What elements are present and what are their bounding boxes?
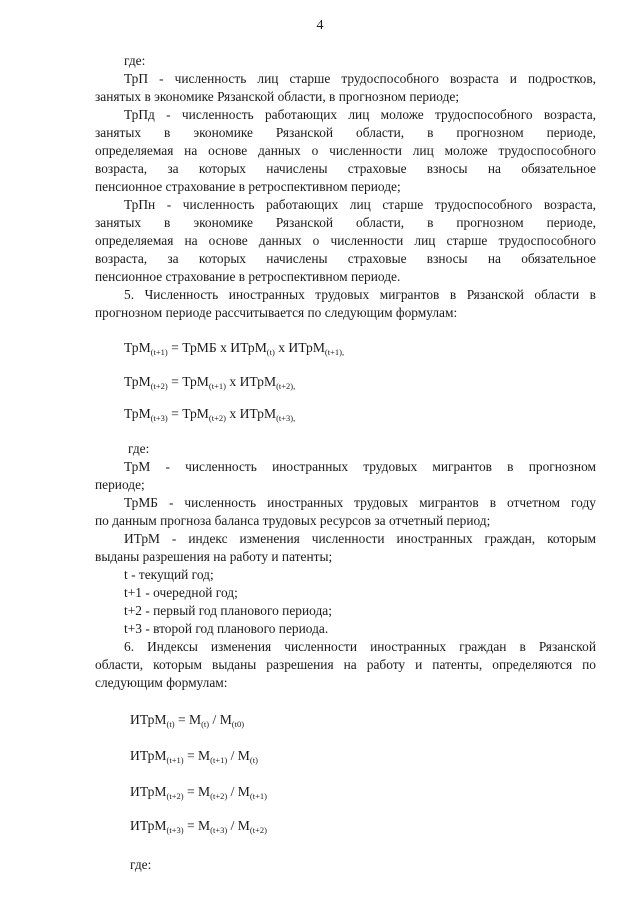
page-number: 4 [316, 18, 324, 33]
def-trpn-line-1: ТрПн - численность работающих лиц старше трудоспособного возраста, [124, 197, 596, 212]
section6-line-1: 6. Индексы изменения численности иностранных граждан в Рязанской [124, 639, 596, 654]
def-trpd-line-2: занятых в экономике Рязанской области, в прогнозном периоде, [95, 125, 596, 140]
def-trpd-line-3: определяемая на основе данных о численности лиц моложе трудоспособного [95, 143, 596, 158]
where-label-3: где: [130, 857, 152, 872]
def-trpn-line-5: пенсионное страхование в ретроспективном периоде. [95, 269, 401, 284]
formula-trm-t2: ТрМ$_{(t+2)}$ = ТрМ$_{(t+1)}$ х ИТрМ$_{(t+2),}$ [124, 374, 296, 391]
where-label: где: [124, 53, 146, 68]
def-trpn-line-2: занятых в экономике Рязанской области, в прогнозном периоде, [95, 215, 596, 230]
section6-line-2: области, которым выданы разрешения на работу и патенты, определяются по [95, 657, 596, 672]
def-trm-line-2: периоде; [95, 477, 145, 492]
formula-trm-t1: ТрМ$_{(t+1)}$ = ТрМБ х ИТрМ$_{(t)}$ х ИТрМ$_{(t+1),}$ [124, 340, 345, 357]
def-trpd-line-1: ТрПд - численность работающих лиц моложе трудоспособного возраста, [124, 107, 596, 122]
def-trp-line-2: занятых в экономике Рязанской области, в прогнозном периоде; [95, 89, 460, 104]
formula-itrm-t1: ИТрМ$_{(t+1)}$ = $М_{(t+1)} / М_{(t)}$ [130, 748, 258, 765]
section6-line-3: следующим формулам: [95, 675, 228, 690]
def-t: t - текущий год; [124, 567, 214, 582]
def-trm-line-1: ТрМ - численность иностранных трудовых мигрантов в прогнозном [124, 459, 596, 474]
where-label-2: где: [128, 441, 150, 456]
formula-itrm-t3: ИТрМ$_{(t+3)}$ = $М_{(t+3)} / М_{(t+2)}$ [130, 818, 267, 835]
formula-itrm-t: ИТрМ$_{(t)}$ = $М_{(t)} / М_{(t0)}$ [130, 712, 245, 729]
def-trpn-line-4: возраста, за которых начислены страховые взносы на обязательное [95, 251, 596, 266]
def-trpd-line-5: пенсионное страхование в ретроспективном периоде; [95, 179, 401, 194]
formula-trm-t3: ТрМ$_{(t+3)}$ = ТрМ$_{(t+2)}$ х ИТрМ$_{(t+3),}$ [124, 406, 296, 423]
def-trpn-line-3: определяемая на основе данных о численности лиц старше трудоспособного [95, 233, 596, 248]
def-trmb-line-1: ТрМБ - численность иностранных трудовых мигрантов в отчетном году [124, 495, 596, 510]
def-t2: t+2 - первый год планового периода; [124, 603, 332, 618]
def-itrm-line-2: выданы разрешения на работу и патенты; [95, 549, 333, 564]
section5-line-1: 5. Численность иностранных трудовых мигрантов в Рязанской области в [124, 287, 596, 302]
def-itrm-line-1: ИТрМ - индекс изменения численности иностранных граждан, которым [124, 531, 596, 546]
formula-itrm-t2: ИТрМ$_{(t+2)}$ = $М_{(t+2)} / М_{(t+1)}$ [130, 784, 267, 801]
def-t1: t+1 - очередной год; [124, 585, 238, 600]
section5-line-2: прогнозном периоде рассчитывается по следующим формулам: [95, 305, 458, 320]
def-t3: t+3 - второй год планового периода. [124, 621, 329, 636]
def-trmb-line-2: по данным прогноза баланса трудовых ресурсов за отчетный период; [95, 513, 491, 528]
def-trp-line-1: ТрП - численность лиц старше трудоспособного возраста и подростков, [124, 71, 596, 86]
def-trpd-line-4: возраста, за которых начислены страховые взносы на обязательное [95, 161, 596, 176]
